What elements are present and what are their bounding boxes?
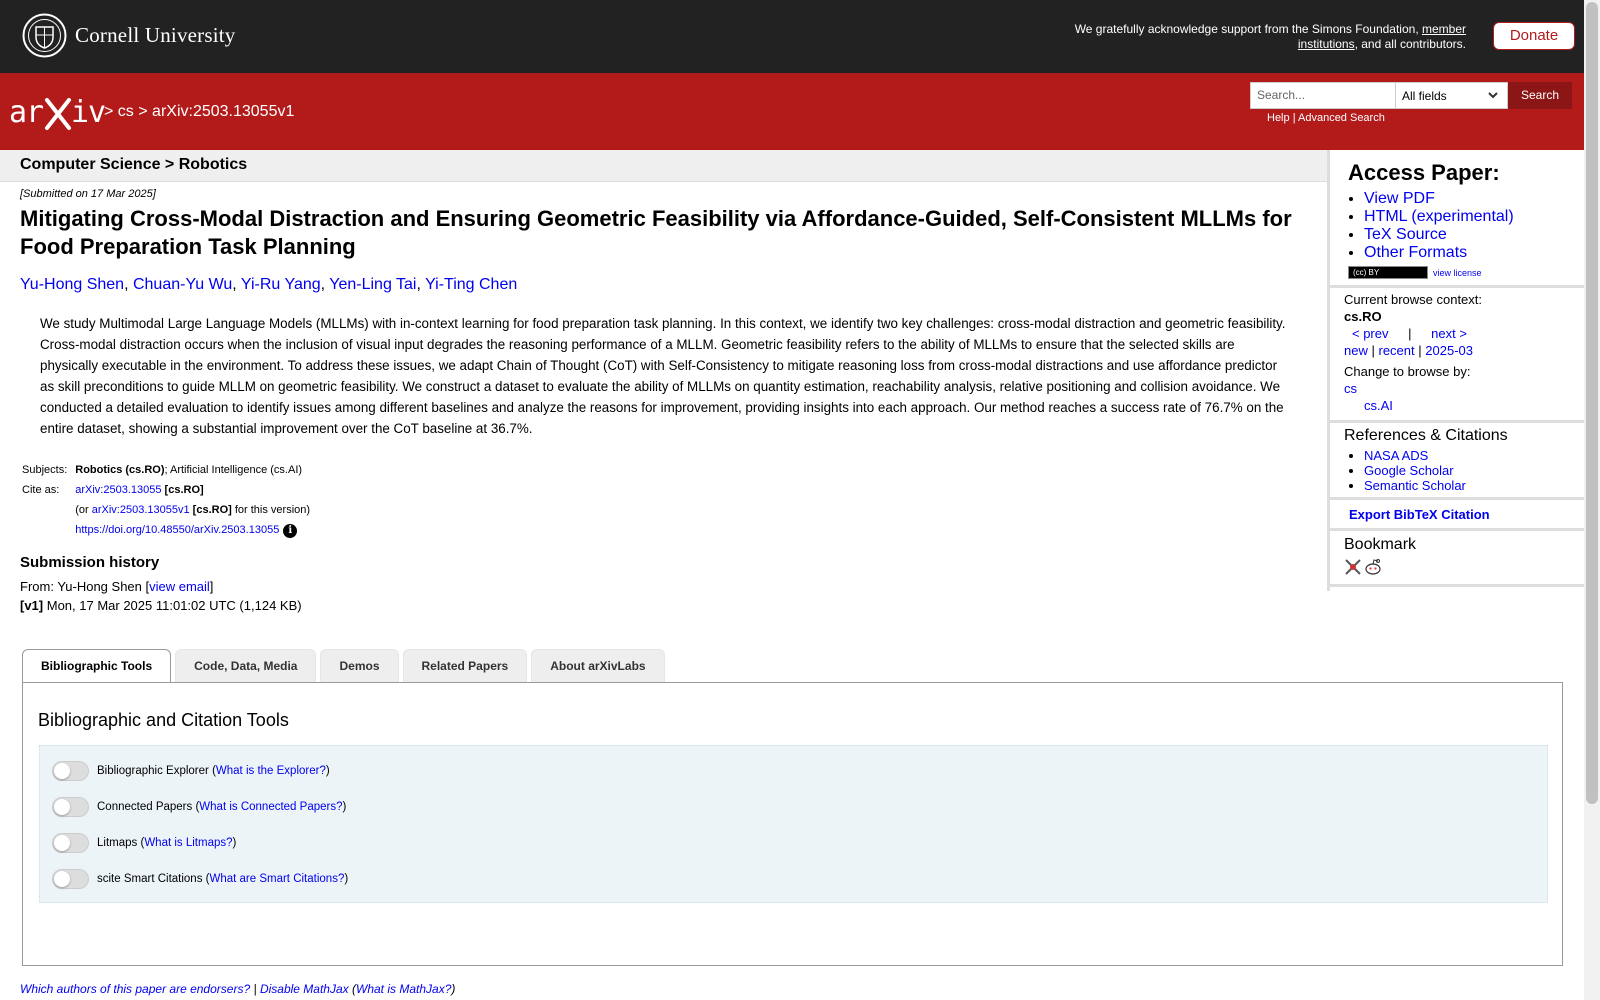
nav-separator: | [1418,343,1422,358]
month-link[interactable]: 2025-03 [1425,343,1473,358]
search-field-value: All fields [1402,89,1447,103]
litmaps-toggle[interactable] [52,833,89,853]
cite-row [22,483,318,544]
footer-links: Which authors of this paper are endorsers? | Disable MathJax (What is MathJax?) [20,982,456,996]
version-tag: [v1] [20,598,44,613]
crumb-paper-id: arXiv:2503.13055v1 [152,103,295,120]
access-paper-section [1330,150,1584,288]
prev-link[interactable]: < prev [1352,326,1389,341]
member-institutions-link[interactable]: member institutions [1297,22,1466,51]
cornell-name: Cornell University [75,23,236,47]
paper-title: Mitigating Cross-Modal Distraction and Ensuring Geometric Feasibility via Affordance-Guided, Self-Consistent MLLMs for Food Preparation Task Planning [20,206,1292,259]
browse-csai-link[interactable]: cs.AI [1364,398,1393,413]
support-text [1046,22,1466,51]
primary-subject: Robotics (cs.RO) [75,464,165,476]
subjects-value [75,463,318,483]
version-entry [20,598,302,613]
tool-row-scite: scite Smart Citations ( What are Smart Citations? ) [52,869,348,889]
subjects-label: Subjects: [22,464,68,476]
tool-help-link[interactable]: What are Smart Citations? [209,873,345,885]
browse-context-section [1330,288,1584,423]
cite-category: [cs.RO] [161,484,204,496]
support-text-post: , and all contributors. [1354,36,1466,51]
submission-from [20,579,213,594]
tab-related-papers[interactable]: Related Papers [403,649,528,682]
view-email-link[interactable]: view email [149,579,210,594]
license-row [1330,262,1584,285]
breadcrumb [104,103,294,121]
other-formats-link[interactable]: Other Formats [1364,244,1468,261]
author-link[interactable]: Chuan-Yu Wu [132,276,233,293]
reddit-icon[interactable] [1364,558,1382,576]
tab-code-data-media[interactable]: Code, Data, Media [175,649,316,682]
what-mathjax-link[interactable]: What is MathJax? [356,982,452,996]
next-link[interactable]: next > [1431,326,1467,341]
endorsers-link[interactable]: Which authors of this paper are endorsers? [20,982,251,996]
help-separator: | [1292,112,1296,124]
disable-mathjax-link[interactable]: Disable MathJax [259,982,349,996]
references-section [1330,423,1584,500]
view-license-link[interactable]: view license [1433,267,1482,278]
labs-tabs [22,649,669,683]
search-field-select[interactable] [1396,82,1508,109]
author-link[interactable]: Yi-Ru Yang [240,276,321,293]
svg-text:ar: ar [9,95,44,130]
cite-id-link[interactable]: arXiv:2503.13055 [75,484,162,496]
nasa-ads-link[interactable]: NASA ADS [1364,448,1429,463]
tab-bibliographic-tools[interactable]: Bibliographic Tools [22,649,171,683]
svg-text:iv: iv [71,95,106,130]
references-links [1330,448,1584,493]
author-link[interactable]: Yen-Ling Tai [329,276,417,293]
view-pdf-link[interactable]: View PDF [1364,190,1435,207]
tex-source-link[interactable]: TeX Source [1364,226,1447,243]
version-date: Mon, 17 Mar 2025 11:01:02 UTC (1,124 KB) [43,598,302,613]
right-sidebar [1327,150,1584,591]
help-link[interactable]: Help [1267,112,1290,124]
chevron-down-icon [1487,89,1499,101]
browse-context-value: cs.RO [1344,309,1382,324]
scroll-thumb[interactable] [1586,2,1598,804]
tool-name: scite Smart Citations [97,873,203,885]
change-browse-label: Change to browse by: [1344,364,1471,379]
panel-title: Bibliographic and Citation Tools [38,710,289,730]
tool-row-explorer: Bibliographic Explorer ( What is the Explorer? ) [52,761,330,781]
explorer-toggle[interactable] [52,761,89,781]
cite-label: Cite as: [22,484,60,496]
cite-or-post: for this version) [231,504,311,516]
from-text: From: Yu-Hong Shen [ [20,579,150,594]
bookmark-icons [1330,554,1584,584]
nav-separator: | [1408,326,1412,341]
access-links [1330,190,1584,262]
crumb-separator: > [104,103,114,120]
tool-row-litmaps: Litmaps ( What is Litmaps? ) [52,833,236,853]
metadata-table [22,463,318,544]
submitted-date: [Submitted on 17 Mar 2025] [20,188,156,200]
bookmark-section [1330,531,1584,587]
author-link[interactable]: Yi-Ting Chen [425,276,518,293]
subjects-row [22,463,318,483]
tool-help-link[interactable]: What is the Explorer? [215,765,326,777]
semantic-scholar-link[interactable]: Semantic Scholar [1364,478,1466,493]
doi-link[interactable]: https://doi.org/10.48550/arXiv.2503.13055 [75,524,280,536]
cite-version-link[interactable]: arXiv:2503.13055v1 [91,504,190,516]
html-link[interactable]: HTML (experimental) [1364,208,1514,225]
from-close: ] [209,579,214,594]
tools-box [39,745,1548,903]
export-section [1330,500,1584,531]
cornell-logo[interactable] [22,13,236,58]
cite-version-category: [cs.RO] [189,504,232,516]
new-link[interactable]: new [1344,343,1368,358]
tab-panel [22,682,1563,966]
tab-about-arxivlabs[interactable]: About arXivLabs [531,649,664,682]
access-paper-title: Access Paper: [1348,160,1500,185]
footer-separator: | [253,982,257,996]
tool-name: Litmaps [97,837,138,849]
search-form [1250,82,1572,109]
arxiv-logo-icon[interactable] [9,92,106,134]
nav-separator: | [1371,343,1375,358]
search-button[interactable]: Search [1508,82,1572,109]
google-scholar-link[interactable]: Google Scholar [1364,463,1454,478]
bibsonomy-icon[interactable] [1344,558,1362,576]
author-link[interactable]: Yu-Hong Shen [20,276,125,293]
abstract: We study Multimodal Large Language Models (MLLMs) with in-context learning for food preparation task planning. In this context, we identify two key challenges: cross-modal distraction and geometric feasibility. Cross-modal distraction occurs when the inclusion of visual input degrades the reasoning performance of a MLLM. Geometric feasibility refers to the ability of MLLMs to ensure that the selected skills are physically executable in the environment. To address these issues, we adapt Chain of Thought (CoT) with Self-Consistency to mitigate reasoning loss from cross-modal distractions and use affordance predictor as skill preconditions to guide MLLM on geometric feasibility. We construct a dataset to evaluate the ability of MLLMs on quantity estimation, reachability analysis, relative positioning and collision avoidance. We conducted a detailed evaluation to identify issues among different baselines and analyze the reasons for improvement, providing insights into each approach. Our method reaches a success rate of 76.7% on the entire dataset, showing a substantial improvement over the CoT baseline at 36.7%. [40,316,1286,436]
info-icon[interactable]: i [283,524,297,538]
bookmark-title: Bookmark [1344,536,1417,553]
tool-help-link[interactable]: What is Litmaps? [144,837,233,849]
cc-license-icon[interactable]: (cc) BY [1348,266,1428,279]
tool-name: Bibliographic Explorer [97,765,209,777]
crumb-separator: > [138,103,148,120]
other-subjects: ; Artificial Intelligence (cs.AI) [164,464,303,476]
scite-toggle[interactable] [52,869,89,889]
advanced-search-link[interactable]: Advanced Search [1298,112,1385,124]
help-links [1267,112,1385,124]
arxiv-header [0,73,1584,150]
cite-value [75,483,318,544]
recent-link[interactable]: recent [1378,343,1415,358]
author-list: Yu-Hong Shen, Chuan-Yu Wu, Yi-Ru Yang, Yen-Ling Tai, Yi-Ting Chen [20,276,518,293]
page-scrollbar[interactable] [1584,0,1600,1000]
submission-history-title: Submission history [20,554,160,571]
subject-header [0,150,1327,182]
tool-name: Connected Papers [97,801,193,813]
tool-help-link[interactable]: What is Connected Papers? [199,801,343,813]
cornell-seal-icon [22,13,67,58]
connected-papers-toggle[interactable] [52,797,89,817]
references-title: References & Citations [1344,427,1508,444]
cite-or-pre: (or [75,504,92,516]
tool-row-connected-papers: Connected Papers ( What is Connected Papers? ) [52,797,346,817]
browse-context-label: Current browse context: [1344,292,1483,307]
donate-button[interactable]: Donate [1493,22,1575,50]
browse-cs-link[interactable]: cs [1344,381,1357,396]
cornell-bar [0,0,1584,73]
search-input[interactable]: Search... [1250,82,1396,109]
export-bibtex-link[interactable]: Export BibTeX Citation [1349,507,1490,522]
tab-demos[interactable]: Demos [320,649,398,682]
support-text-pre: We gratefully acknowledge support from the Simons Foundation, [1074,22,1422,36]
crumb-cs[interactable]: cs [117,103,134,120]
subject-header-text: Computer Science > Robotics [20,156,248,173]
